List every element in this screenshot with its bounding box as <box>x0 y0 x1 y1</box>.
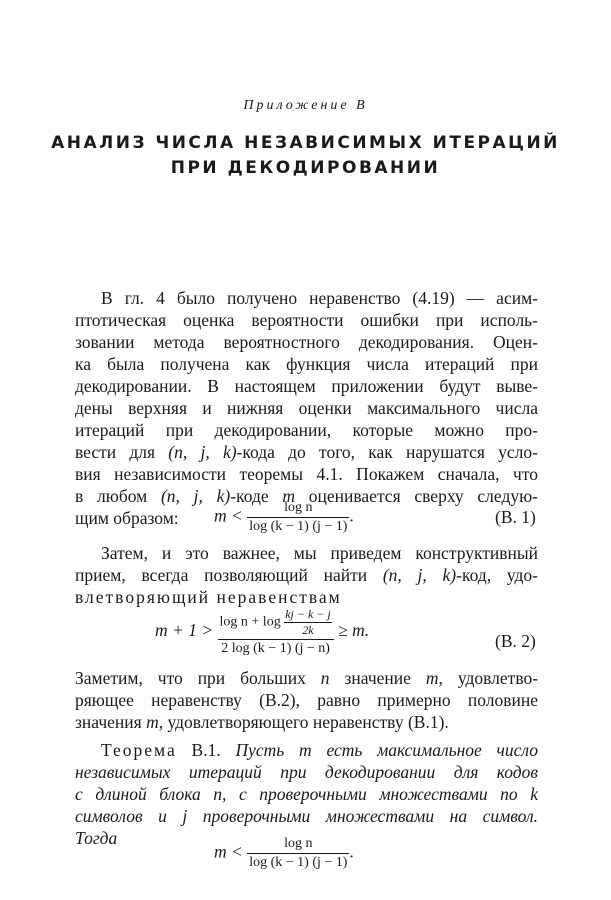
fraction <box>218 607 334 657</box>
theorem-number: В.1. <box>191 740 221 760</box>
eq-rhs: ≥ m. <box>338 620 370 641</box>
eq-lhs: m < <box>214 841 243 862</box>
fraction <box>247 500 349 535</box>
para2-line: Затем, и это важнее, мы приведем конструктивный <box>101 543 538 563</box>
para1-line: итераций при декодировании, которые можно про- <box>75 420 538 440</box>
equation-b1 <box>214 500 354 535</box>
eq-lhs: m < <box>214 505 243 526</box>
numerator: log n <box>247 836 349 854</box>
variable-m: m, <box>425 668 443 688</box>
theorem-line: с длиной блока n, с проверочными множествами по k <box>75 784 538 804</box>
text: оценивается сверху следую- <box>308 486 538 506</box>
code-params: (n, j, k) <box>160 486 231 506</box>
variable-n: n <box>320 668 330 688</box>
chapter-title-line2: ПРИ ДЕКОДИРОВАНИИ <box>170 158 441 178</box>
equation-number: (В. 1) <box>495 507 536 527</box>
theorem-label: Теорема <box>101 740 177 760</box>
para3-line <box>75 712 538 733</box>
text: Заметим, что при больших <box>75 668 306 688</box>
equation-number: (В. 2) <box>495 631 536 651</box>
text: в любом <box>75 486 148 506</box>
theorem-line: независимых итераций при декодировании для кодов <box>75 762 538 782</box>
text: -кода до того, как нарушатся усло- <box>236 442 538 462</box>
theorem-text: Пусть m есть максимальное число <box>235 740 538 760</box>
numerator-text: log n + log <box>219 614 281 630</box>
para3-line: ряющее неравенству (В.2), равно примерно половине <box>75 690 538 710</box>
numerator: log n <box>247 500 349 518</box>
para1-line: В гл. 4 было получено неравенство (4.19) — асим- <box>101 288 538 308</box>
numerator <box>218 607 334 640</box>
inner-fraction <box>284 607 332 638</box>
text: значение <box>344 668 411 688</box>
text: -коде <box>230 486 269 506</box>
eq-dot: . <box>349 841 354 862</box>
denominator: log (k − 1) (j − 1) <box>249 519 348 534</box>
para1-line: декодировании. В настоящем приложении будут выве- <box>75 376 538 396</box>
text: -код, удо- <box>456 565 538 585</box>
variable-m: m, <box>146 712 164 732</box>
text: прием, всегда позволяющий найти <box>75 565 368 585</box>
denominator: log (k − 1) (j − 1) <box>249 855 348 870</box>
para1-line: зовании метода вероятностного декодирования. Оцен- <box>75 332 538 352</box>
para1-line: щим образом: <box>75 508 179 528</box>
para1-line: дены верхняя и нижняя оценки максимального числа <box>75 398 538 418</box>
variable-m: m <box>282 486 296 506</box>
inner-denominator: 2k <box>302 623 314 637</box>
equation-b2 <box>155 607 369 657</box>
para1-line <box>75 442 538 463</box>
para3-line <box>75 668 538 689</box>
equation-theorem <box>214 836 354 871</box>
chapter-title-line1: АНАЛИЗ ЧИСЛА НЕЗАВИСИМЫХ ИТЕРАЦИЙ <box>51 133 560 153</box>
text: удовлетворяющего неравенству (В.1). <box>167 712 449 732</box>
para2-line: влетворяющий неравенствам <box>75 587 342 607</box>
appendix-label: Приложение В <box>243 98 368 113</box>
theorem-line: Тогда <box>75 828 118 848</box>
eq-dot: . <box>349 505 354 526</box>
eq-lhs: m + 1 > <box>155 620 214 641</box>
text: значения <box>75 712 142 732</box>
text: удовлетво- <box>457 668 539 688</box>
fraction <box>247 836 349 871</box>
para1-line: вия независимости теоремы 4.1. Покажем сначала, что <box>75 464 538 484</box>
code-params: (n, j, k) <box>168 442 237 462</box>
denominator: 2 log (k − 1) (j − n) <box>221 641 330 656</box>
code-params: (n, j, k) <box>382 565 457 585</box>
para2-line <box>75 565 538 586</box>
para1-line: птотическая оценка вероятности ошибки при исполь- <box>75 310 538 330</box>
para1-line: ка была получена как функция числа итераций при <box>75 354 538 374</box>
theorem-line <box>101 740 538 761</box>
inner-numerator: kj − k − j <box>285 607 331 621</box>
text: вести для <box>75 442 156 462</box>
theorem-line: символов и j проверочными множествами на символ. <box>75 806 538 826</box>
